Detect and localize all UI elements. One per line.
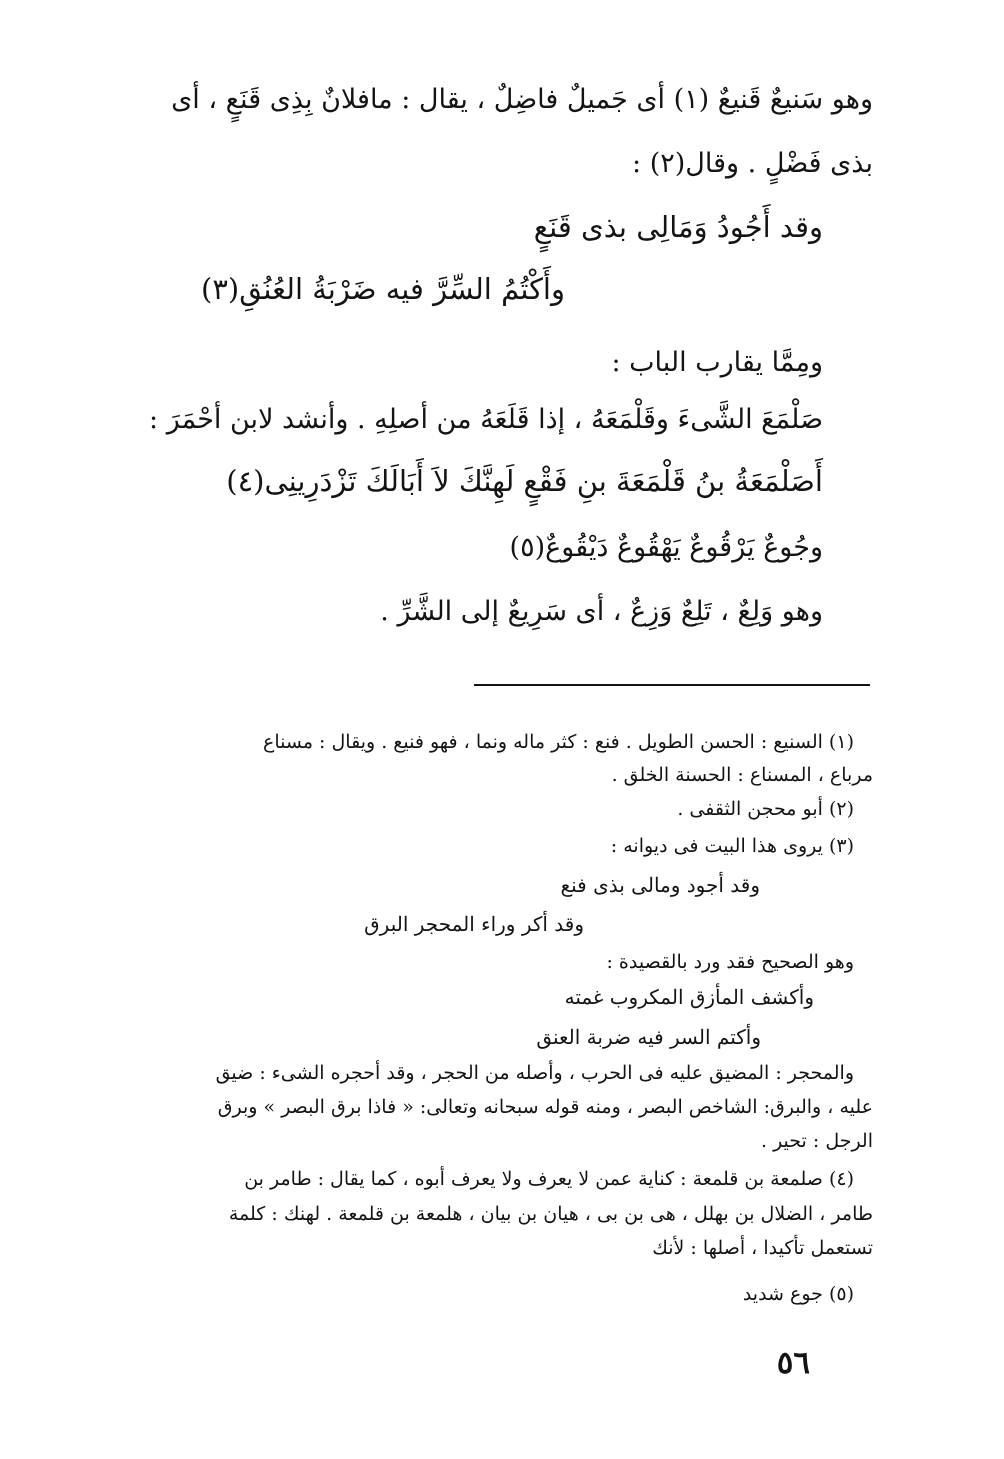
footnote-line: (٥) جوع شديد — [742, 1283, 854, 1305]
footnote-line: طامر ، الضلال بن بهلل ، هى بن بى ، هيان بن بيان ، هلمعة بن قلمعة . لهنك : كلمة — [228, 1203, 873, 1225]
verse-hemistich: وأَكْتُمُ السِّرَّ فيه ضَرْبَةُ العُنُقِ(٣) — [200, 272, 565, 306]
main-text-line: وهو وَلِعٌ ، تَلِعٌ وَزِعٌ ، أى سَرِيعٌ إلى الشَّرِّ . — [380, 596, 823, 627]
footnote-line: مرباع ، المسناع : الحسنة الخلق . — [611, 764, 873, 786]
footnote-line: (٤) صلمعة بن قلمعة : كناية عمن لا يعرف ولا يعرف أبوه ، كما يقال : طامر بن — [244, 1168, 854, 1190]
footnote-line: والمحجر : المضيق عليه فى الحرب ، وأصله من الحجر ، وقد أحجره الشىء : ضيق — [215, 1062, 854, 1084]
footnote-line: الرجل : تحير . — [760, 1130, 873, 1152]
footnote-line: (١) السنيع : الحسن الطويل . فنع : كثر ماله ونما ، فهو فنيع . ويقال : مسناع — [263, 731, 854, 753]
footnote-line: وهو الصحيح فقد ورد بالقصيدة : — [606, 951, 854, 973]
verse-hemistich: وقد أَجُودُ وَمَالِى بذى قَنَعٍ — [533, 210, 823, 244]
main-text-line: وهو سَنيعٌ قَنيعٌ (١) أى جَميلٌ فاضِلٌ ، يقال : مافلانٌ بِذِى قَنَعٍ ، أى — [171, 84, 873, 115]
verse-line: أَصَلْمَعَةُ بنُ قَلْمَعَةَ بنِ فَقْعٍ لَهِنَّكَ لاَ أَبَالَكَ تَزْدَرِينِى(٤) — [226, 464, 823, 498]
footnote-verse: وأكتم السر فيه ضربة العنق — [536, 1025, 761, 1049]
footnote-line: عليه ، والبرق: الشاخص البصر ، ومنه قوله سبحانه وتعالى: « فاذا برق البصر » وبرق — [217, 1096, 873, 1118]
page-number: ٥٦ — [776, 1345, 810, 1381]
main-text-line: بذى فَضْلٍ . وقال(٢) : — [632, 148, 873, 179]
footnote-line: تستعمل تأكيدا ، أصلها : لأنك — [652, 1237, 873, 1259]
footnote-line: (٢) أبو محجن الثقفى . — [677, 798, 854, 820]
footnote-separator — [474, 684, 870, 686]
footnote-line: (٣) يروى هذا البيت فى ديوانه : — [610, 835, 854, 857]
main-text-line: وجُوعٌ يَرْقُوعٌ يَهْقُوعٌ دَيْقُوعٌ(٥) — [509, 532, 823, 563]
footnote-verse: وقد أجود ومالى بذى فنع — [560, 873, 760, 897]
main-text-line: صَلْمَعَ الشَّىءَ وقَلْمَعَهُ ، إذا قَلَعَهُ من أصلِهِ . وأنشد لابن أحْمَرَ : — [149, 404, 823, 435]
footnote-verse: وقد أكر وراء المحجر البرق — [364, 912, 584, 936]
footnote-verse: وأكشف المأزق المكروب غمته — [564, 985, 814, 1009]
main-text-line: ومِمَّا يقارب الباب : — [611, 347, 823, 378]
